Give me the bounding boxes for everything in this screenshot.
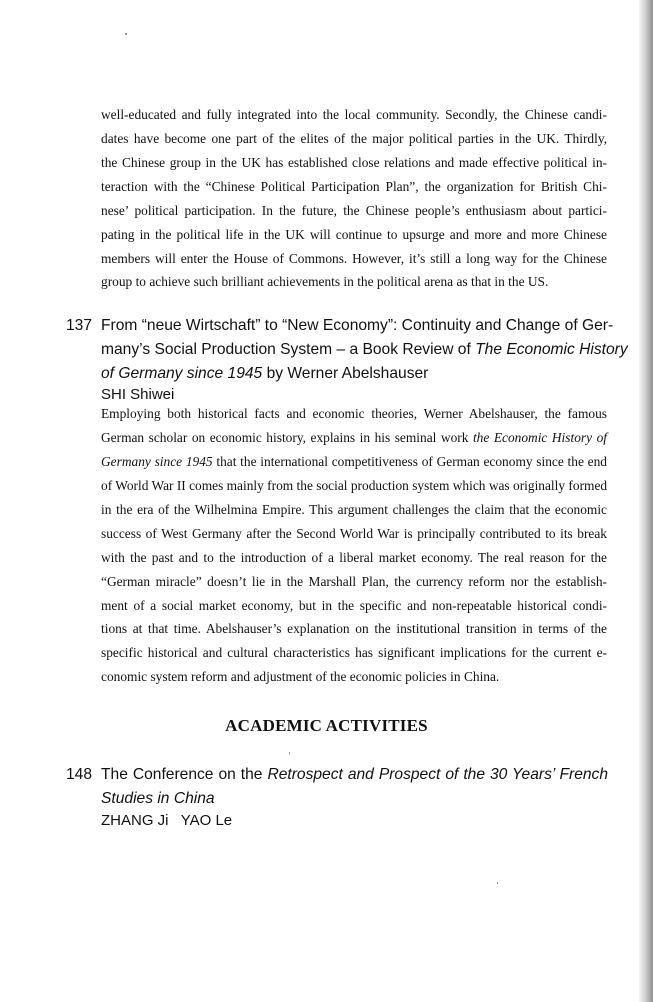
paragraph-line: dates have become one part of the elites of the major political parties in the UK. Thirdly, (101, 131, 607, 146)
abstract-line (101, 450, 607, 474)
abstract-line: specific historical and cultural characteristics has significant implications for the current e- (101, 645, 607, 660)
abstract-text: German scholar on economic history, explains in his seminal work (101, 430, 473, 445)
book-title-italic: the Economic History of (472, 430, 607, 445)
abstract-line: “German miracle” doesn’t lie in the Marshall Plan, the currency reform nor the establish- (101, 574, 607, 589)
book-title-italic: Germany since 1945 (101, 454, 213, 469)
entry-title-line (101, 763, 608, 787)
scan-speck (289, 752, 290, 755)
abstract-line: ment of a social market economy, but in the specific and non-repeatable historical condi- (101, 598, 607, 613)
abstract-line: in the era of the Wilhelmina Empire. This argument challenges the claim that the economic (101, 502, 607, 517)
entry-number: 137 (66, 317, 93, 334)
abstract-text: that the international competitiveness of German economy since the end (212, 454, 607, 469)
abstract-line: with the past and to the introduction of a liberal market economy. The real reason for the (101, 550, 607, 565)
section-heading: ACADEMIC ACTIVITIES (225, 716, 428, 735)
title-text: The Conference on the (101, 766, 268, 783)
scan-speck (125, 33, 127, 35)
page-edge-shadow (639, 0, 653, 1002)
entry-number: 148 (66, 766, 93, 783)
paragraph-line: well-educated and fully integrated into the local community. Secondly, the Chinese candi- (101, 107, 607, 122)
conference-title-italic: Studies in China (101, 790, 215, 807)
entry-title-line (101, 787, 608, 811)
paragraph-line: the Chinese group in the UK has established close relations and made effective political in- (101, 155, 607, 170)
abstract-line: conomic system reform and adjustment of the economic policies in China. (101, 669, 500, 684)
abstract-line: Employing both historical facts and economic theories, Werner Abelshauser, the famous (101, 406, 607, 421)
abstract-line: of World War II comes mainly from the social production system which was originally formed (101, 478, 608, 493)
entry-authors: ZHANG Ji YAO Le (101, 812, 233, 829)
paragraph-line: group to achieve such brilliant achievements in the political arena as that in the US. (101, 274, 549, 289)
title-text: by Werner Abelshauser (262, 365, 429, 382)
entry-title-line (101, 338, 628, 362)
paragraph-line: members will enter the House of Commons. However, it’s still a long way for the Chinese (101, 251, 607, 266)
title-text: many’s Social Production System – a Book Review of (101, 341, 476, 358)
abstract-line: tions at that time. Abelshauser’s explanation on the institutional transition in terms of the (101, 621, 607, 636)
abstract-line (101, 426, 607, 450)
paragraph-line: teraction with the “Chinese Political Participation Plan”, the organization for British Chi- (101, 179, 607, 194)
book-title-italic: The Economic History (475, 341, 628, 358)
paragraph-line: pating in the political life in the UK will continue to upsurge and more and more Chinese (101, 227, 607, 242)
entry-title-line: From “neue Wirtschaft” to “New Economy”: Continuity and Change of Ger- (101, 317, 614, 334)
entry-author: SHI Shiwei (101, 386, 175, 403)
abstract-line: success of West Germany after the Second World War is principally contributed to its break (101, 526, 607, 541)
scan-speck (497, 882, 498, 884)
entry-title-line (101, 362, 608, 386)
book-title-italic: of Germany since 1945 (101, 365, 263, 382)
paragraph-line: nese’ political participation. In the future, the Chinese people’s enthusiasm about partici- (101, 203, 607, 218)
conference-title-italic: Retrospect and Prospect of the 30 Years’ French (267, 766, 609, 783)
